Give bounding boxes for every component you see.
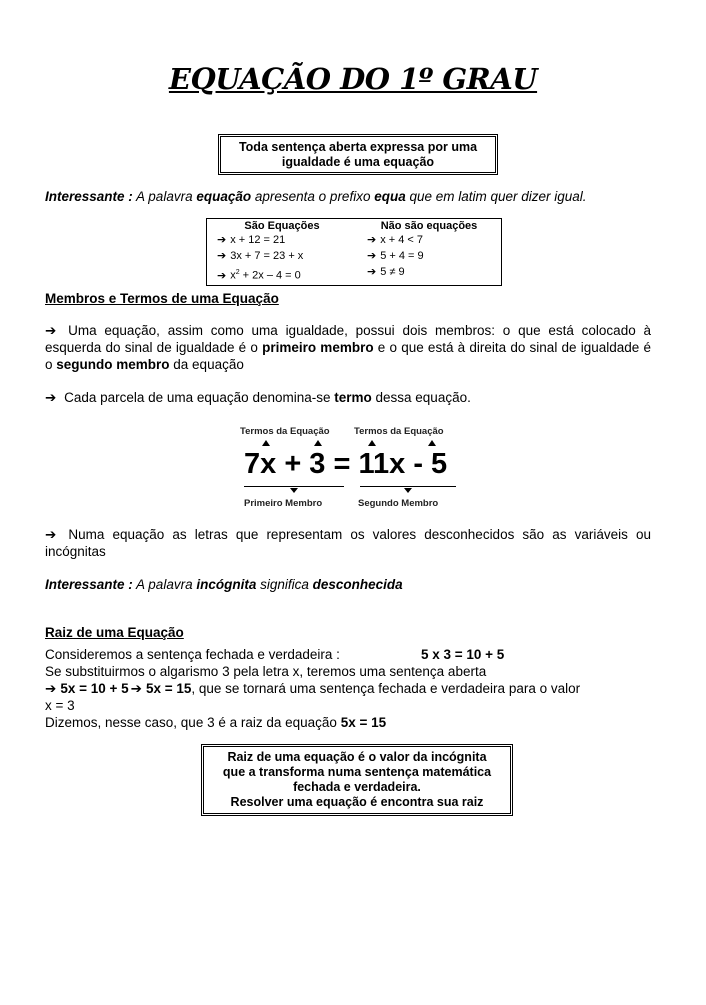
definition-box [218,134,498,175]
page-title: EQUAÇÃO DO 1º GRAU [168,62,538,96]
arrow-icon: ➔ [45,390,57,405]
interessante-label: Interessante : [45,577,133,592]
arrow-icon: ➔ [130,681,142,696]
arrow-icon: ➔ [367,250,377,262]
arrow-up-icon [314,440,322,446]
terms-label-right: Termos da Equação [354,426,444,437]
equation-diagram [230,418,470,518]
raiz-line-4: x = 3 [45,698,75,713]
arrow-up-icon [262,440,270,446]
raiz-line-1: Consideremos a sentença fechada e verdadeira : 5 x 3 = 10 + 5 [45,647,505,662]
arrow-up-icon [428,440,436,446]
paragraph-incognitas: ➔ Numa equação as letras que representam os valores desconhecidos são as variáveis ou incógnitas [45,527,651,559]
arrow-icon: ➔ [367,234,377,246]
arrow-icon: ➔ [367,266,377,278]
arrow-up-icon [368,440,376,446]
section-heading-raiz: Raiz de uma Equação [45,625,184,640]
paragraph-membros: ➔ Uma equação, assim como uma igualdade, possui dois membros: o que está colocado à esquerda do sinal de igualdade é o primeiro membro e o que está à direita do sinal de igualdade é o segundo membro da equação [45,323,652,372]
equations-table [206,218,502,286]
raiz-line-3: ➔ 5x = 10 + 5 ➔ 5x = 15, que se tornará uma sentença fechada e verdadeira para o valor [45,681,581,696]
table-header-non-equations: Não são equações [380,220,478,232]
root-definition-box [201,744,513,816]
root-definition-line-4: Resolver uma equação é encontra sua raiz [230,795,484,809]
definition-line-1: Toda sentença aberta expressa por uma [238,140,478,154]
arrow-icon: ➔ [45,323,57,338]
second-member-line [360,486,456,487]
terms-label-left: Termos da Equação [240,426,330,437]
raiz-line-5: Dizemos, nesse caso, que 3 é a raiz da equação 5x = 15 [45,715,387,730]
arrow-icon: ➔ [45,681,57,696]
root-definition-line-1: Raiz de uma equação é o valor da incógnita [227,750,487,764]
interessante-incognita: Interessante : A palavra incógnita significa desconhecida [45,577,403,592]
first-member-label: Primeiro Membro [244,498,323,509]
table-row: ➔ x + 12 = 21 ➔ x + 4 < 7 [217,234,424,246]
first-member-line [244,486,344,487]
example-equation: 7x + 3 = 11x - 5 [244,448,448,480]
definition-line-2: igualdade é uma equação [281,155,435,169]
table-row: ➔ $x^2 + 2x - 4 = 0$ ➔ 5 ≠ 9 [217,266,405,282]
root-definition-line-3: fechada e verdadeira. [293,780,421,794]
interessante-equacao: Interessante : A palavra equação apresenta o prefixo equa que em latim quer dizer igual. [45,189,587,204]
section-heading-membros: Membros e Termos de uma Equação [45,291,279,306]
paragraph-termo: ➔ Cada parcela de uma equação denomina-se termo dessa equação. [45,390,471,405]
raiz-line-2: Se substituirmos o algarismo 3 pela letra x, teremos uma sentença aberta [45,664,487,679]
arrow-icon: ➔ [217,269,227,282]
example-closed-sentence: 5 x 3 = 10 + 5 [421,647,505,662]
arrow-icon: ➔ [217,250,227,262]
second-member-label: Segundo Membro [358,498,439,509]
table-header-equations: São Equações [244,220,320,232]
interessante-label: Interessante : [45,189,133,204]
root-definition-line-2: que a transforma numa sentença matemática [222,765,492,779]
arrow-icon: ➔ [45,527,57,542]
table-row: ➔ 3x + 7 = 23 + x ➔ 5 + 4 = 9 [217,250,424,262]
arrow-down-icon [404,488,412,493]
arrow-down-icon [290,488,298,493]
arrow-icon: ➔ [217,234,227,246]
